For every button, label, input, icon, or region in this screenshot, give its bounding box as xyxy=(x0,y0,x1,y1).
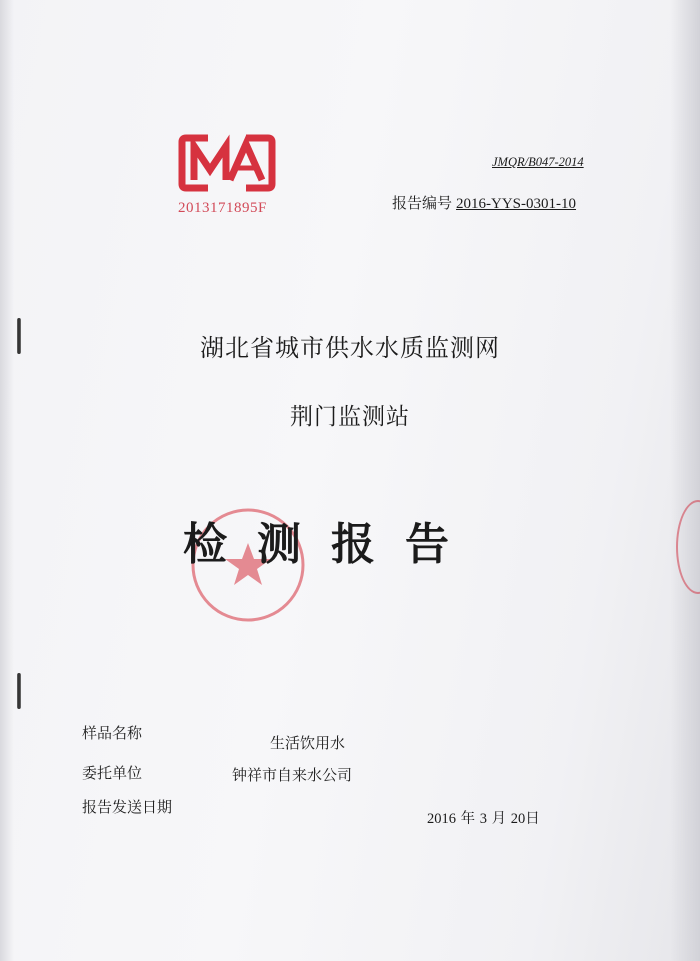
staple-bottom xyxy=(17,673,21,709)
organization-title-text: 湖北省城市供水水质监测网 xyxy=(200,334,500,362)
sample-name-value: 生活饮用水 xyxy=(270,734,346,752)
date-month: 3 xyxy=(479,811,487,827)
date-month-unit: 月 xyxy=(491,811,507,827)
date-year: 2016 xyxy=(427,811,456,827)
date-year-unit: 年 xyxy=(460,811,476,827)
organization-title xyxy=(0,328,700,363)
form-code: JMQR/B047-2014 xyxy=(492,155,584,169)
date-day: 20 xyxy=(510,811,526,827)
client-label: 委托单位 xyxy=(82,764,143,782)
report-date xyxy=(427,807,540,828)
report-date-label: 报告发送日期 xyxy=(82,798,173,816)
client-value: 钟祥市自来水公司 xyxy=(232,766,353,784)
report-number: 2016-YYS-0301-10 xyxy=(456,196,577,212)
sample-name-label: 样品名称 xyxy=(82,724,143,742)
report-number-label: 报告编号 xyxy=(392,194,453,212)
date-day-unit: 日 xyxy=(525,811,540,827)
station-title: 荆门监测站 xyxy=(290,404,410,430)
page-edge-shadow-left xyxy=(0,0,14,961)
cma-certificate-number: 2013171895F xyxy=(178,200,267,216)
report-number-line xyxy=(392,192,576,213)
document-title: 检测报告 xyxy=(183,519,479,570)
cma-certification-logo xyxy=(178,132,276,194)
page-edge-shadow-right xyxy=(670,0,700,961)
